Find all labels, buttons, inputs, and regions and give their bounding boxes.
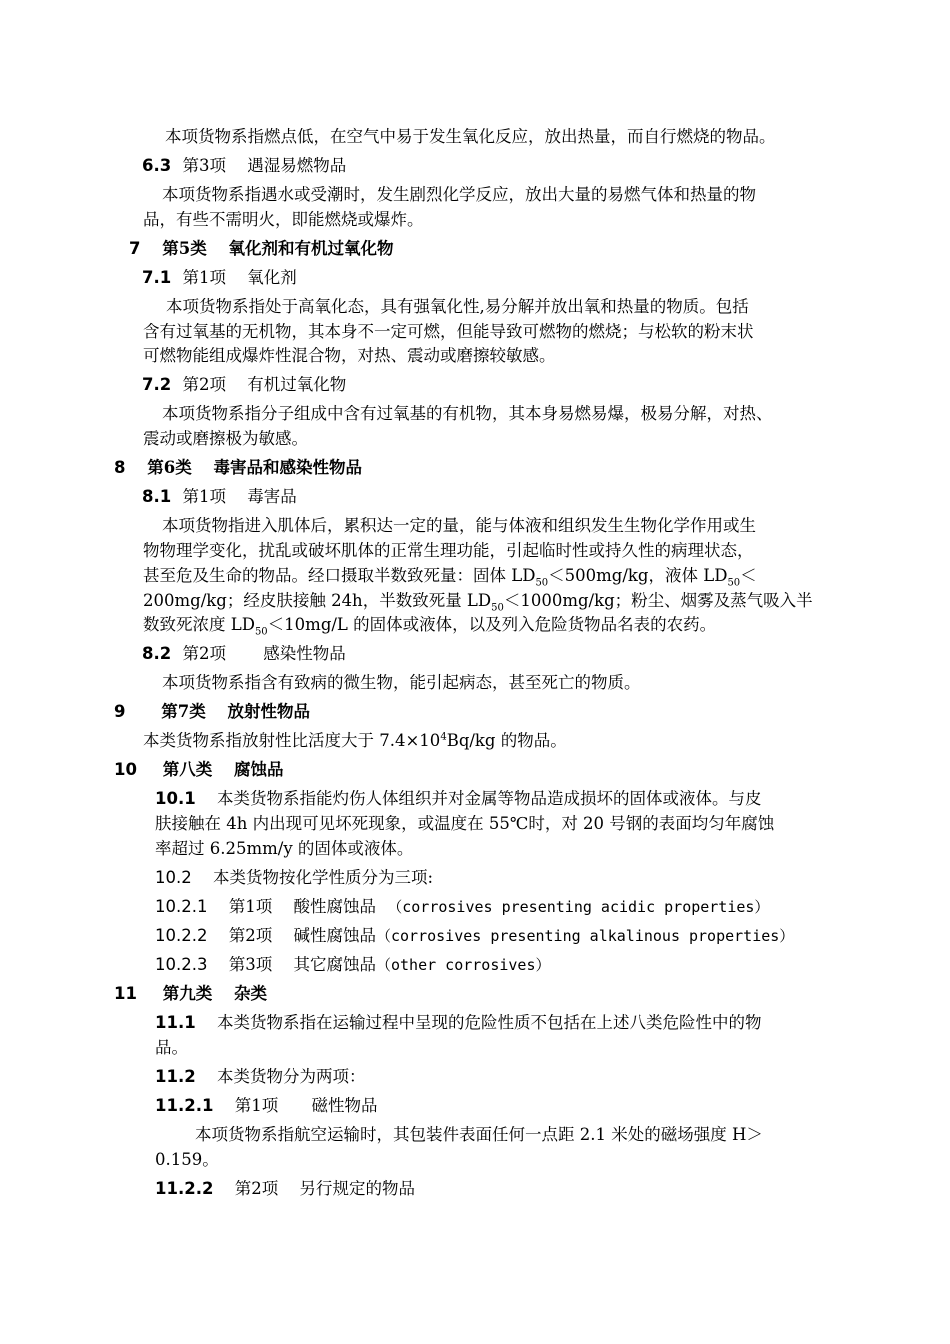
heading-item: 第2项: [182, 375, 226, 394]
heading-number: 7.1: [142, 268, 172, 287]
heading-item: 第3项: [182, 156, 226, 175]
heading-class: 第7类: [161, 702, 206, 721]
list-item-label: 第3项: [228, 955, 273, 974]
paragraph-text: 本项货物系指处于高氧化态，具有强氧化性,易分解并放出氧和热量的物质。包括: [166, 297, 749, 316]
paragraph-10-1-line: [155, 811, 774, 837]
heading-item: 第1项: [234, 1096, 279, 1115]
list-item-english: （corrosives presenting alkalinous properties）: [375, 927, 795, 945]
list-item-title: 碱性腐蚀品: [293, 926, 376, 945]
paragraph-7-2-line: [143, 426, 308, 452]
paragraph-text: 肤接触在 4h 内出现可见坏死现象，或温度在 55℃时，对 20 号钢的表面均匀年腐蚀: [155, 814, 775, 833]
paragraph-9-body: [143, 728, 567, 754]
heading-6-3: [142, 153, 346, 179]
heading-title: 放射性物品: [227, 702, 310, 721]
paragraph-8-2-body: [162, 670, 641, 696]
heading-title: 另行规定的物品: [299, 1179, 415, 1198]
paragraph-text: 本类货物系指放射性比活度大于 7.4×10: [143, 731, 441, 750]
paragraph-7-1-line: [143, 343, 556, 369]
heading-number: 8.1: [142, 487, 172, 506]
paragraph-10-1-line: [155, 836, 413, 862]
paragraph-11-2: [155, 1064, 365, 1090]
paragraph-text: 本项货物系指航空运输时，其包装件表面任何一点距 2.1 米处的磁场强度 H＞: [195, 1125, 763, 1144]
heading-title: 氧化剂和有机过氧化物: [228, 239, 394, 258]
paragraph-text: 本类货物系指能灼伤人体组织并对金属等物品造成损坏的固体或液体。与皮: [216, 789, 762, 808]
list-item-english: （other corrosives）: [375, 956, 551, 974]
paragraph-number: 11.1: [155, 1013, 196, 1032]
paragraph-text: 率超过 6.25mm/y 的固体或液体。: [155, 839, 414, 858]
heading-title: 杂类: [233, 984, 267, 1003]
paragraph-number: 10.2: [155, 868, 192, 887]
list-item-10-2-3: [155, 952, 550, 978]
paragraph-text: 震动或磨擦极为敏感。: [143, 429, 308, 448]
heading-number: 7: [129, 239, 141, 258]
paragraph-7-2-line: [162, 401, 773, 427]
paragraph-7-1-line: [143, 319, 754, 345]
paragraph-10-2: [155, 865, 433, 891]
paragraph-11-2-1-line: [195, 1122, 763, 1148]
list-item-title: 其它腐蚀品: [293, 955, 376, 974]
paragraph-text: 含有过氧基的无机物，其本身不一定可燃，但能导致可燃物的燃烧；与松软的粉末状: [143, 322, 754, 341]
paragraph-text: 本项货物系指遇水或受潮时，发生剧烈化学反应，放出大量的易燃气体和热量的物: [162, 185, 756, 204]
subscript: 50: [727, 577, 741, 589]
paragraph-text: 可燃物能组成爆炸性混合物，对热、震动或磨擦较敏感。: [143, 346, 556, 365]
list-item-10-2-1: [155, 894, 769, 920]
paragraph-6-2-body: [165, 124, 776, 150]
paragraph-text: 品，有些不需明火，即能燃烧或爆炸。: [143, 210, 424, 229]
heading-title: 腐蚀品: [233, 760, 284, 779]
heading-title: 氧化剂: [247, 268, 297, 287]
heading-title: 毒害品: [247, 487, 297, 506]
paragraph-8-1-line: [143, 538, 754, 564]
paragraph-text: 0.159。: [155, 1150, 219, 1169]
paragraph-text: 本类货物分为两项：: [216, 1067, 366, 1086]
superscript: 4: [440, 731, 447, 743]
heading-title: 毒害品和感染性物品: [213, 458, 362, 477]
paragraph-text: Bq/kg 的物品。: [446, 731, 567, 750]
paragraph-11-2-1-line: [155, 1147, 219, 1173]
heading-title: 感染性物品: [263, 644, 346, 663]
heading-class: 第八类: [162, 760, 213, 779]
heading-number: 11.2.2: [155, 1179, 214, 1198]
heading-number: 7.2: [142, 375, 172, 394]
heading-11-2-2: [155, 1176, 415, 1202]
list-item-title: 酸性腐蚀品: [293, 897, 376, 916]
paragraph-6-3-line: [162, 182, 756, 208]
paragraph-8-1-line: [162, 513, 756, 539]
paragraph-11-1-line: [155, 1010, 761, 1036]
heading-number: 11: [114, 984, 137, 1003]
heading-10: [114, 757, 283, 783]
paragraph-text: 本类货物按化学性质分为三项:: [213, 868, 434, 887]
heading-11-2-1: [155, 1093, 377, 1119]
paragraph-6-3-line: [143, 207, 424, 233]
list-number: 10.2.2: [155, 926, 208, 945]
heading-number: 10: [114, 760, 137, 779]
list-number: 10.2.3: [155, 955, 208, 974]
heading-7: [129, 236, 393, 262]
heading-7-2: [142, 372, 346, 398]
paragraph-text: ＜10mg/L 的固体或液体，以及列入危险货物品名表的农药。: [267, 615, 717, 634]
paragraph-8-1-line: [143, 563, 757, 589]
paragraph-text: 甚至危及生命的物品。经口摄取半数致死量：固体 LD: [143, 566, 536, 585]
subscript: 50: [254, 626, 268, 638]
heading-8-1: [142, 484, 297, 510]
heading-item: 第2项: [234, 1179, 279, 1198]
paragraph-text: ＜500mg/kg，液体 LD: [548, 566, 728, 585]
heading-item: 第1项: [182, 268, 226, 287]
heading-title: 磁性物品: [311, 1096, 378, 1115]
paragraph-text: 数致死浓度 LD: [143, 615, 255, 634]
heading-number: 9: [114, 702, 126, 721]
list-item-label: 第1项: [228, 897, 273, 916]
heading-item: 第1项: [182, 487, 226, 506]
paragraph-text: 本项货物系指含有致病的微生物，能引起病态，甚至死亡的物质。: [162, 673, 641, 692]
paragraph-8-1-line: [143, 588, 813, 614]
heading-9: [114, 699, 310, 725]
heading-title: 遇湿易燃物品: [247, 156, 347, 175]
subscript: 50: [491, 602, 504, 614]
heading-number: 8: [114, 458, 126, 477]
paragraph-text: 本类货物系指在运输过程中呈现的危险性质不包括在上述八类危险性中的物: [216, 1013, 762, 1032]
paragraph-11-1-line: [155, 1035, 188, 1061]
list-item-english: （corrosives presenting acidic properties）: [387, 898, 770, 916]
paragraph-7-1-line: [166, 294, 749, 320]
heading-7-1: [142, 265, 297, 291]
heading-11: [114, 981, 267, 1007]
paragraph-text: ＜: [740, 566, 757, 585]
paragraph-10-1-line: [155, 786, 761, 812]
subscript: 50: [535, 577, 549, 589]
paragraph-text: 物物理学变化，扰乱或破坏肌体的正常生理功能，引起临时性或持久性的病理状态，: [143, 541, 754, 560]
list-item-label: 第2项: [228, 926, 273, 945]
heading-8: [114, 455, 362, 481]
list-number: 10.2.1: [155, 897, 208, 916]
heading-class: 第6类: [147, 458, 192, 477]
heading-class: 第九类: [162, 984, 213, 1003]
heading-class: 第5类: [162, 239, 207, 258]
paragraph-text: ＜1000mg/kg；粉尘、烟雾及蒸气吸入半: [503, 591, 813, 610]
paragraph-text: 本项货物系指燃点低，在空气中易于发生氧化反应，放出热量，而自行燃烧的物品。: [165, 127, 776, 146]
paragraph-8-1-line: [143, 612, 716, 638]
heading-number: 6.3: [142, 156, 172, 175]
paragraph-number: 10.1: [155, 789, 196, 808]
paragraph-text: 品。: [155, 1038, 188, 1057]
paragraph-text: 200mg/kg；经皮肤接触 24h，半数致死量 LD: [143, 591, 492, 610]
heading-8-2: [142, 641, 346, 667]
heading-title: 有机过氧化物: [247, 375, 347, 394]
heading-number: 11.2.1: [155, 1096, 214, 1115]
heading-item: 第2项: [182, 644, 226, 663]
heading-number: 8.2: [142, 644, 172, 663]
paragraph-number: 11.2: [155, 1067, 196, 1086]
list-item-10-2-2: [155, 923, 794, 949]
paragraph-text: 本项货物指进入肌体后，累积达一定的量，能与体液和组织发生生物化学作用或生: [162, 516, 756, 535]
paragraph-text: 本项货物系指分子组成中含有过氧基的有机物，其本身易燃易爆，极易分解，对热、: [162, 404, 773, 423]
